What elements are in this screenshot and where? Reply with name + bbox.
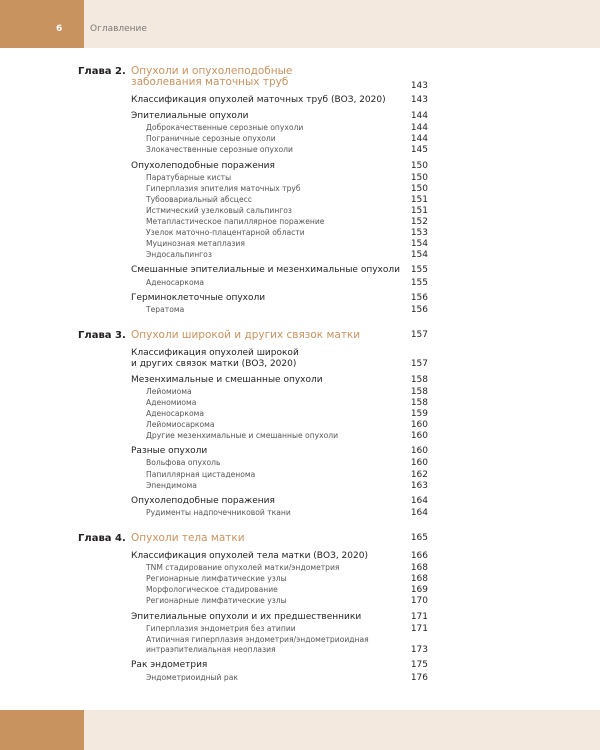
toc-subsection-page: 171 <box>410 623 428 634</box>
toc-subsection-page: 145 <box>410 145 428 156</box>
toc-section: Мезенхимальные и смешанные опухоли <box>131 374 323 385</box>
toc-section: Герминоклеточные опухоли <box>131 292 266 303</box>
toc-section: Эпителиальные опухоли и их предшественники <box>131 611 362 622</box>
toc-subsection: Лейомиосаркома <box>146 420 215 430</box>
toc-section-page: 143 <box>410 95 428 105</box>
running-title: Оглавление <box>90 24 147 34</box>
chapter-page-number: 165 <box>410 533 428 543</box>
toc-subsection: Аденомиома <box>146 397 197 407</box>
toc-subsection: Тубоовариальный абсцесс <box>146 194 252 204</box>
toc-section: Эпителиальные опухоли <box>131 111 249 122</box>
page-footer <box>0 710 600 750</box>
toc-subsection: Истмический узелковый сальпингоз <box>146 205 292 215</box>
toc-section: Рак эндометрия <box>131 660 208 671</box>
page-number: 6 <box>56 24 63 34</box>
toc-subsection-page: 163 <box>410 480 428 491</box>
toc-subsection: интраэпителиальная неоплазия <box>146 645 276 655</box>
chapter-title: Опухоли тела матки <box>131 532 245 544</box>
toc-subsection: Другие мезенхимальные и смешанные опухоли <box>146 431 339 441</box>
toc-subsection-page: 151 <box>410 194 428 205</box>
chapter-title: Опухоли и опухолеподобные <box>131 65 293 77</box>
toc-section: Классификация опухолей широкой <box>131 348 299 358</box>
toc-subsection-page: 155 <box>410 277 428 288</box>
toc-section-page: 160 <box>410 446 428 457</box>
chapter-label: Глава 4. <box>78 533 126 544</box>
toc-subsection: Узелок маточно-плацентарной области <box>146 228 305 238</box>
toc-subsection: Тератома <box>146 304 185 314</box>
chapter-page-number: 143 <box>410 81 428 91</box>
toc-subsection: Метапластическое папиллярное поражение <box>146 217 325 226</box>
toc-subsection: Эндосальпингоз <box>146 250 212 260</box>
toc-section: Разные опухоли <box>131 446 208 457</box>
toc-subsection: Регионарные лимфатические узлы <box>146 596 287 606</box>
toc-section: и других связок матки (ВОЗ, 2020) <box>131 358 297 369</box>
toc-subsection: Вольфова опухоль <box>146 458 221 468</box>
toc-section-page: 157 <box>410 358 428 369</box>
toc-subsection-page: 153 <box>410 228 428 239</box>
toc-section-page: 175 <box>410 660 428 671</box>
toc-subsection-page: 158 <box>410 386 428 397</box>
toc-subsection: Морфологическое стадирование <box>146 585 278 595</box>
toc-subsection-page: 168 <box>410 563 428 574</box>
toc-subsection: Аденосаркома <box>146 409 204 418</box>
toc-subsection-page: 159 <box>410 409 428 419</box>
toc-subsection-page: 173 <box>410 645 428 656</box>
toc-subsection-page: 154 <box>410 250 428 261</box>
toc-subsection-page: 158 <box>410 397 428 408</box>
toc-subsection-page: 164 <box>410 507 428 518</box>
toc-section: Классификация опухолей маточных труб (ВОЗ, 2020) <box>131 95 386 105</box>
toc-subsection-page: 152 <box>410 217 428 227</box>
toc-subsection: Муцинозная метаплазия <box>146 239 245 249</box>
toc-section: Опухолеподобные поражения <box>131 495 275 506</box>
toc-subsection: Эндометриоидный рак <box>146 672 238 682</box>
toc-subsection-page: 154 <box>410 239 428 250</box>
toc-section: Опухолеподобные поражения <box>131 160 275 171</box>
toc-subsection: Гиперплазия эпителия маточных труб <box>146 183 301 193</box>
toc-subsection-page: 144 <box>410 134 428 145</box>
toc-subsection-page: 162 <box>410 469 428 480</box>
chapter-title: Опухоли широкой и других связок матки <box>131 329 361 341</box>
toc-section-page: 158 <box>410 374 428 385</box>
toc-subsection-page: 144 <box>410 123 428 134</box>
toc-subsection: Пограничные серозные опухоли <box>146 134 276 144</box>
chapter-page-number: 157 <box>410 330 428 340</box>
toc-subsection-page: 151 <box>410 205 428 216</box>
toc-subsection: Паратубарные кисты <box>146 172 232 182</box>
toc-subsection-page: 170 <box>410 596 428 607</box>
toc-subsection: Доброкачественные серозные опухоли <box>146 123 304 133</box>
toc-subsection-page: 168 <box>410 574 428 585</box>
chapter-label: Глава 2. <box>78 66 126 77</box>
footer-box <box>0 710 84 750</box>
toc-subsection-page: 150 <box>410 183 428 194</box>
toc-subsection: Злокачественные серозные опухоли <box>146 145 293 155</box>
toc-subsection: Аденосаркома <box>146 277 204 287</box>
toc-section-page: 150 <box>410 160 428 171</box>
toc-subsection: TNM стадирование опухолей матки/эндометрия <box>146 563 340 573</box>
toc-subsection: Эпендимома <box>146 480 197 490</box>
toc-subsection-page: 156 <box>410 304 428 315</box>
toc-subsection: Гиперплазия эндометрия без атипии <box>146 623 296 633</box>
toc-section-page: 156 <box>410 292 428 303</box>
toc-section-page: 166 <box>410 551 428 561</box>
toc-subsection-page: 160 <box>410 420 428 431</box>
page-header <box>0 0 600 48</box>
toc-subsection: Регионарные лимфатические узлы <box>146 574 287 584</box>
toc-section-page: 155 <box>410 265 428 276</box>
toc-section-page: 171 <box>410 611 428 622</box>
toc-subsection-page: 160 <box>410 458 428 469</box>
chapter-title: заболевания маточных труб <box>131 76 289 88</box>
toc-subsection-page: 169 <box>410 585 428 596</box>
toc-subsection: Рудименты надпочечниковой ткани <box>146 507 291 517</box>
toc-subsection-page: 176 <box>410 672 428 683</box>
toc-section-page: 144 <box>410 111 428 122</box>
toc-subsection: Папиллярная цистаденома <box>146 469 256 479</box>
toc-subsection-page: 150 <box>410 172 428 183</box>
toc-section: Смешанные эпителиальные и мезенхимальные опухоли <box>131 265 400 276</box>
chapter-label: Глава 3. <box>78 330 126 341</box>
toc-subsection: Атипичная гиперплазия эндометрия/эндометриоидная <box>146 634 369 644</box>
toc-section: Классификация опухолей тела матки (ВОЗ, 2020) <box>131 551 368 561</box>
toc-section-page: 164 <box>410 495 428 506</box>
page-number-box <box>0 0 84 48</box>
toc-subsection: Лейомиома <box>146 386 192 396</box>
toc-subsection-page: 160 <box>410 431 428 442</box>
